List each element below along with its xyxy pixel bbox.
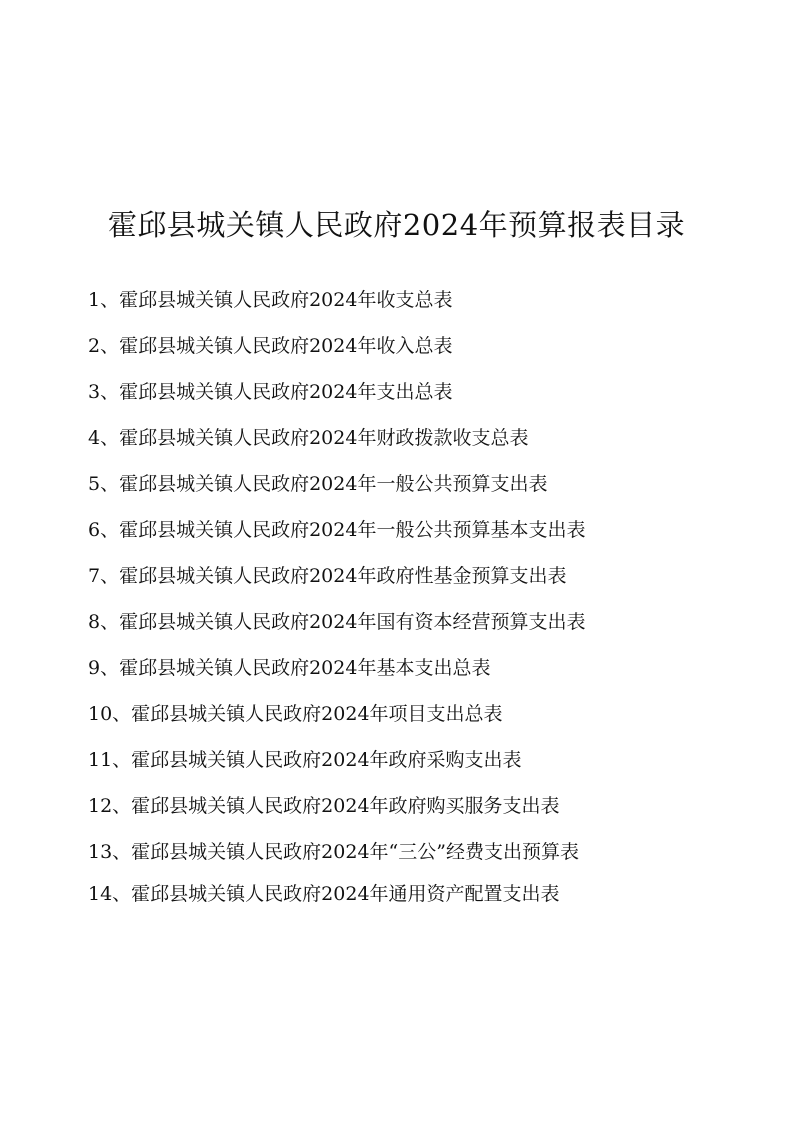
toc-item-14: 14、霍邱县城关镇人民政府2024年通用资产配置支出表 — [88, 883, 560, 905]
toc-item-12: 12、霍邱县城关镇人民政府2024年政府购买服务支出表 — [88, 795, 560, 817]
toc-item-1: 1、霍邱县城关镇人民政府2024年收支总表 — [88, 289, 453, 311]
toc-item-10: 10、霍邱县城关镇人民政府2024年项目支出总表 — [88, 703, 503, 725]
toc-item-11: 11、霍邱县城关镇人民政府2024年政府采购支出表 — [88, 749, 522, 771]
toc-item-3: 3、霍邱县城关镇人民政府2024年支出总表 — [88, 381, 453, 403]
table-of-contents — [88, 280, 585, 920]
toc-item-13: 13、霍邱县城关镇人民政府2024年“三公”经费支出预算表 — [88, 841, 579, 863]
toc-item-4: 4、霍邱县城关镇人民政府2024年财政拨款收支总表 — [88, 427, 529, 449]
toc-item-8: 8、霍邱县城关镇人民政府2024年国有资本经营预算支出表 — [88, 611, 586, 633]
toc-item-9: 9、霍邱县城关镇人民政府2024年基本支出总表 — [88, 657, 491, 679]
toc-item-5: 5、霍邱县城关镇人民政府2024年一般公共预算支出表 — [88, 473, 548, 495]
toc-item-7: 7、霍邱县城关镇人民政府2024年政府性基金预算支出表 — [88, 565, 567, 587]
page-title: 霍邱县城关镇人民政府2024年预算报表目录 — [107, 208, 686, 242]
toc-item-2: 2、霍邱县城关镇人民政府2024年收入总表 — [88, 335, 453, 357]
toc-item-6: 6、霍邱县城关镇人民政府2024年一般公共预算基本支出表 — [88, 519, 586, 541]
